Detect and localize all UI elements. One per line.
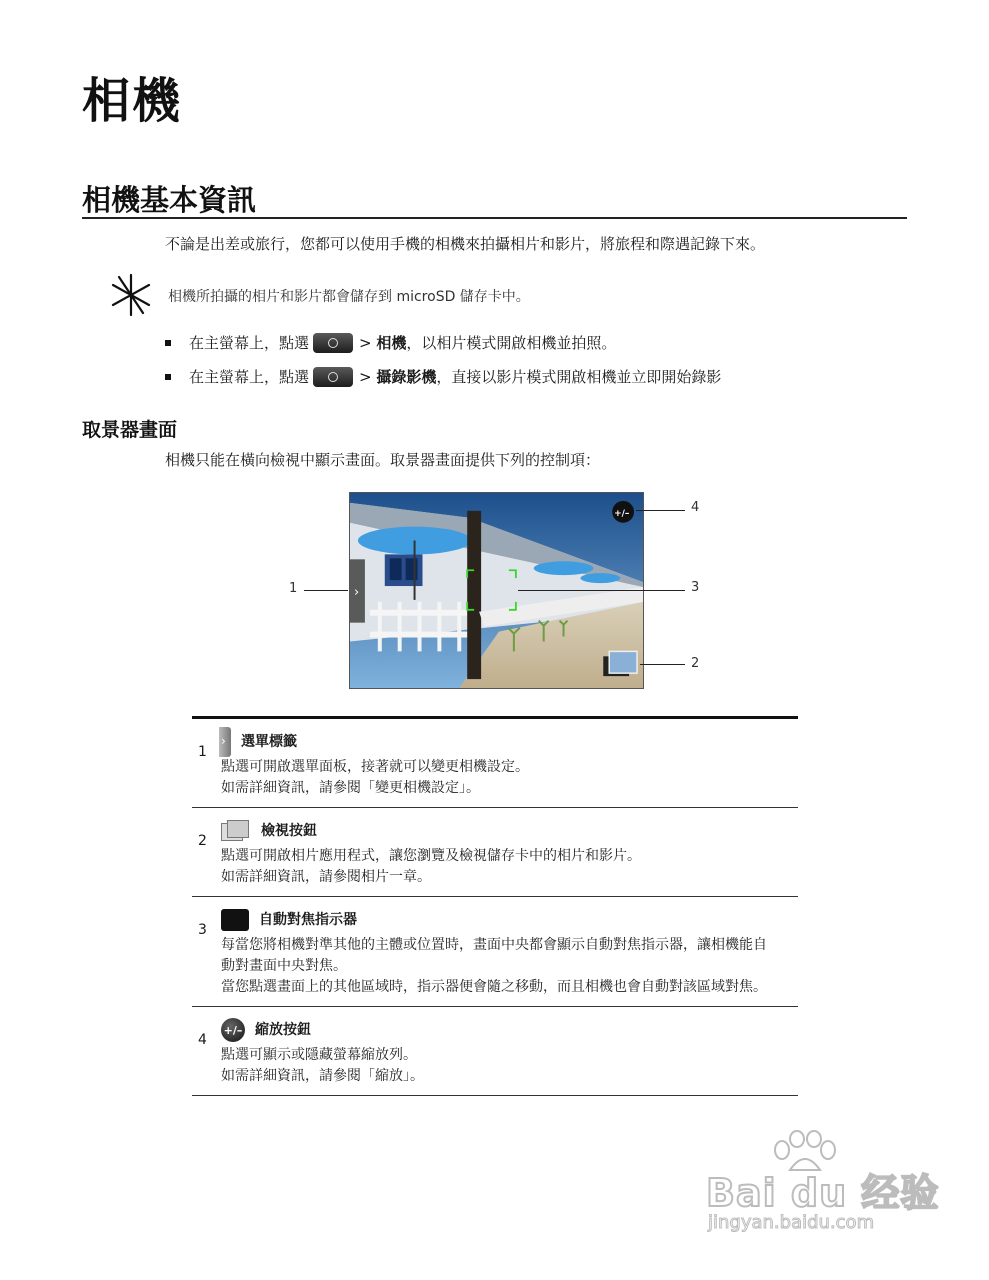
svg-text:+/–: +/– [614,508,630,519]
legend-desc-line: 點選可顯示或隱藏螢幕縮放列。 [221,1047,417,1063]
legend-desc-line: 點選可開啟相片應用程式，讓您瀏覽及檢視儲存卡中的相片和影片。 [221,848,641,864]
callout-line-3 [518,590,685,591]
callout-line-1 [304,590,348,591]
viewfinder-intro: 相機只能在橫向檢視中顯示畫面。取景器畫面提供下列的控制項： [165,451,601,469]
legend-desc-line: 如需詳細資訊，請參閱「縮放」。 [221,1068,424,1084]
legend-row-autofocus [192,897,798,1007]
legend-row-view-button [192,808,798,897]
intro-paragraph: 不論是出差或旅行，您都可以使用手機的相機來拍攝相片和影片，將旅程和際遇記錄下來。 [165,235,766,253]
legend-desc-line: 每當您將相機對準其他的主體或位置時，畫面中央都會顯示自動對焦指示器，讓相機能自 [221,937,767,953]
legend-desc-line: 動對畫面中央對焦。 [221,958,347,974]
legend-label: 選單標籤 [241,733,297,750]
bullet-dot [165,340,171,346]
autofocus-indicator-icon [221,909,249,931]
svg-text:›: › [353,584,360,600]
legend-row-zoom [192,1007,798,1096]
legend-label: 自動對焦指示器 [259,911,357,928]
legend-label: 縮放按鈕 [255,1021,311,1038]
zoom-button-icon: +/– [221,1018,245,1042]
legend-desc-line: 如需詳細資訊，請參閱「變更相機設定」。 [221,780,480,796]
legend-number: 3 [198,922,207,938]
watermark-logo-text: Bai du 经验 [706,1171,940,1215]
bullet-separator: > [359,333,372,352]
bullet-suffix: ，直接以影片模式開啟相機並立即開始錄影 [436,368,722,386]
callout-number-3: 3 [691,580,700,595]
legend-desc-line: 如需詳細資訊，請參閱相片一章。 [221,869,431,885]
legend-number: 2 [198,833,207,849]
viewfinder-title: 取景器畫面 [82,419,178,441]
bullet-bold: 攝錄影機 [376,368,437,386]
callout-number-2: 2 [691,656,700,671]
legend-number: 1 [198,744,207,760]
camera-key-icon [313,367,353,387]
legend-number: 4 [198,1032,207,1048]
tip-note: 相機所拍攝的相片和影片都會儲存到 microSD 儲存卡中。 [168,289,530,305]
bullet-prefix: 在主螢幕上，點選 [189,334,310,352]
bullet-dot [165,374,171,380]
bullet-camera [165,332,616,353]
tip-asterisk-icon [108,272,154,318]
callout-number-1: 1 [289,581,298,596]
bullet-prefix: 在主螢幕上，點選 [189,368,310,386]
chapter-title: 相機 [82,73,183,129]
section-divider [82,217,907,219]
legend-row-menu-tab [192,719,798,808]
callout-line-4 [636,510,685,511]
callout-number-4: 4 [691,500,700,515]
bullet-separator: > [359,367,372,386]
bullet-bold: 相機 [376,334,407,352]
callout-line-2 [640,664,685,665]
baidu-watermark [700,1130,940,1240]
watermark-url: jingyan.baidu.com [708,1212,875,1233]
bullet-suffix: ，以相片模式開啟相機並拍照。 [406,334,617,352]
view-thumbnails-icon [221,820,251,842]
legend-label: 檢視按鈕 [261,822,317,839]
legend-desc-line: 當您點選畫面上的其他區域時，指示器便會隨之移動，而且相機也會自動對該區域對焦。 [221,979,767,995]
camera-key-icon [313,333,353,353]
menu-tab-icon [219,727,231,757]
controls-legend-table [192,716,798,1096]
section-title: 相機基本資訊 [82,183,257,217]
legend-desc-line: 點選可開啟選單面板，接著就可以變更相機設定。 [221,759,529,775]
bullet-camcorder [165,366,721,387]
